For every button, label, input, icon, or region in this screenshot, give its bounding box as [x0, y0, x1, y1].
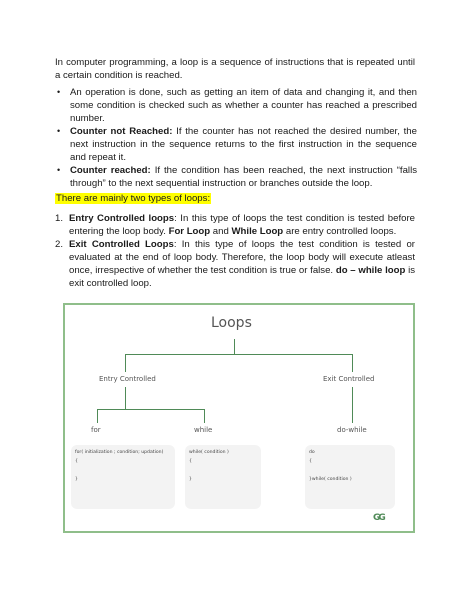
bullet-counter-reached: • Counter reached: If the condition has been reached, the next instruction “falls through” to the next sequential instruction or branches outside the loop.: [55, 164, 417, 190]
exit-controlled-label: Exit Controlled: [323, 375, 375, 383]
do-while-label: do-while: [337, 426, 367, 434]
connector-root-vertical: [234, 339, 235, 355]
loops-diagram: [63, 303, 415, 533]
highlighted-line: [55, 192, 211, 205]
connector-for-while-horizontal: [97, 409, 205, 410]
counter-reached-label: Counter reached:: [70, 165, 151, 176]
for-code-box: for( initialization ; condition; updation) { }: [71, 445, 175, 509]
bullet-operation: • An operation is done, such as getting an item of data and changing it, and then some condition is checked such as whether a counter has reached a prescribed number.: [55, 86, 417, 125]
counter-not-reached-label: Counter not Reached:: [70, 126, 173, 137]
exit-controlled-title: Exit Controlled Loops: [69, 239, 174, 250]
while-label: while: [194, 426, 213, 434]
connector-exit-down: [352, 387, 353, 423]
type-exit-controlled: 2. Exit Controlled Loops: In this type of loops the test condition is tested or evaluated at the end of loop body. Therefore, the loop body will execute atleast once, irrespective of whether the test condition is true or false. do – while loop is exit controlled loop.: [55, 239, 416, 289]
connector-top-horizontal: [125, 354, 353, 355]
intro-paragraph: In computer programming, a loop is a sequence of instructions that is repeated until a certain condition is reached.: [55, 57, 415, 81]
connector-while-vertical: [204, 409, 205, 423]
highlight-text: There are mainly two types of loops:: [56, 193, 211, 204]
bullet-counter-not-reached: • Counter not Reached: If the counter has not reached the desired number, the next instruction in the sequence returns to the first instruction in the sequence and repeat it.: [55, 125, 417, 164]
for-label: for: [91, 426, 101, 434]
while-code-box: while( condition ) { }: [185, 445, 261, 509]
connector-for-vertical: [97, 409, 98, 423]
entry-controlled-label: Entry Controlled: [99, 375, 156, 383]
loop-types-list: [55, 212, 415, 290]
diagram-title: Loops: [211, 315, 252, 331]
entry-controlled-title: Entry Controlled loops: [69, 213, 175, 224]
do-while-code-box: do { }while( condition ): [305, 445, 395, 509]
connector-entry-down: [125, 387, 126, 410]
loop-bullet-list: [55, 86, 417, 190]
connector-entry-vertical: [125, 354, 126, 372]
type-entry-controlled: 1. Entry Controlled loops: In this type of loops the test condition is tested before entering the loop body. For Loop and While Loop are entry controlled loops.: [55, 213, 415, 237]
connector-exit-vertical: [352, 354, 353, 372]
geeksforgeeks-logo: GG: [373, 513, 384, 523]
